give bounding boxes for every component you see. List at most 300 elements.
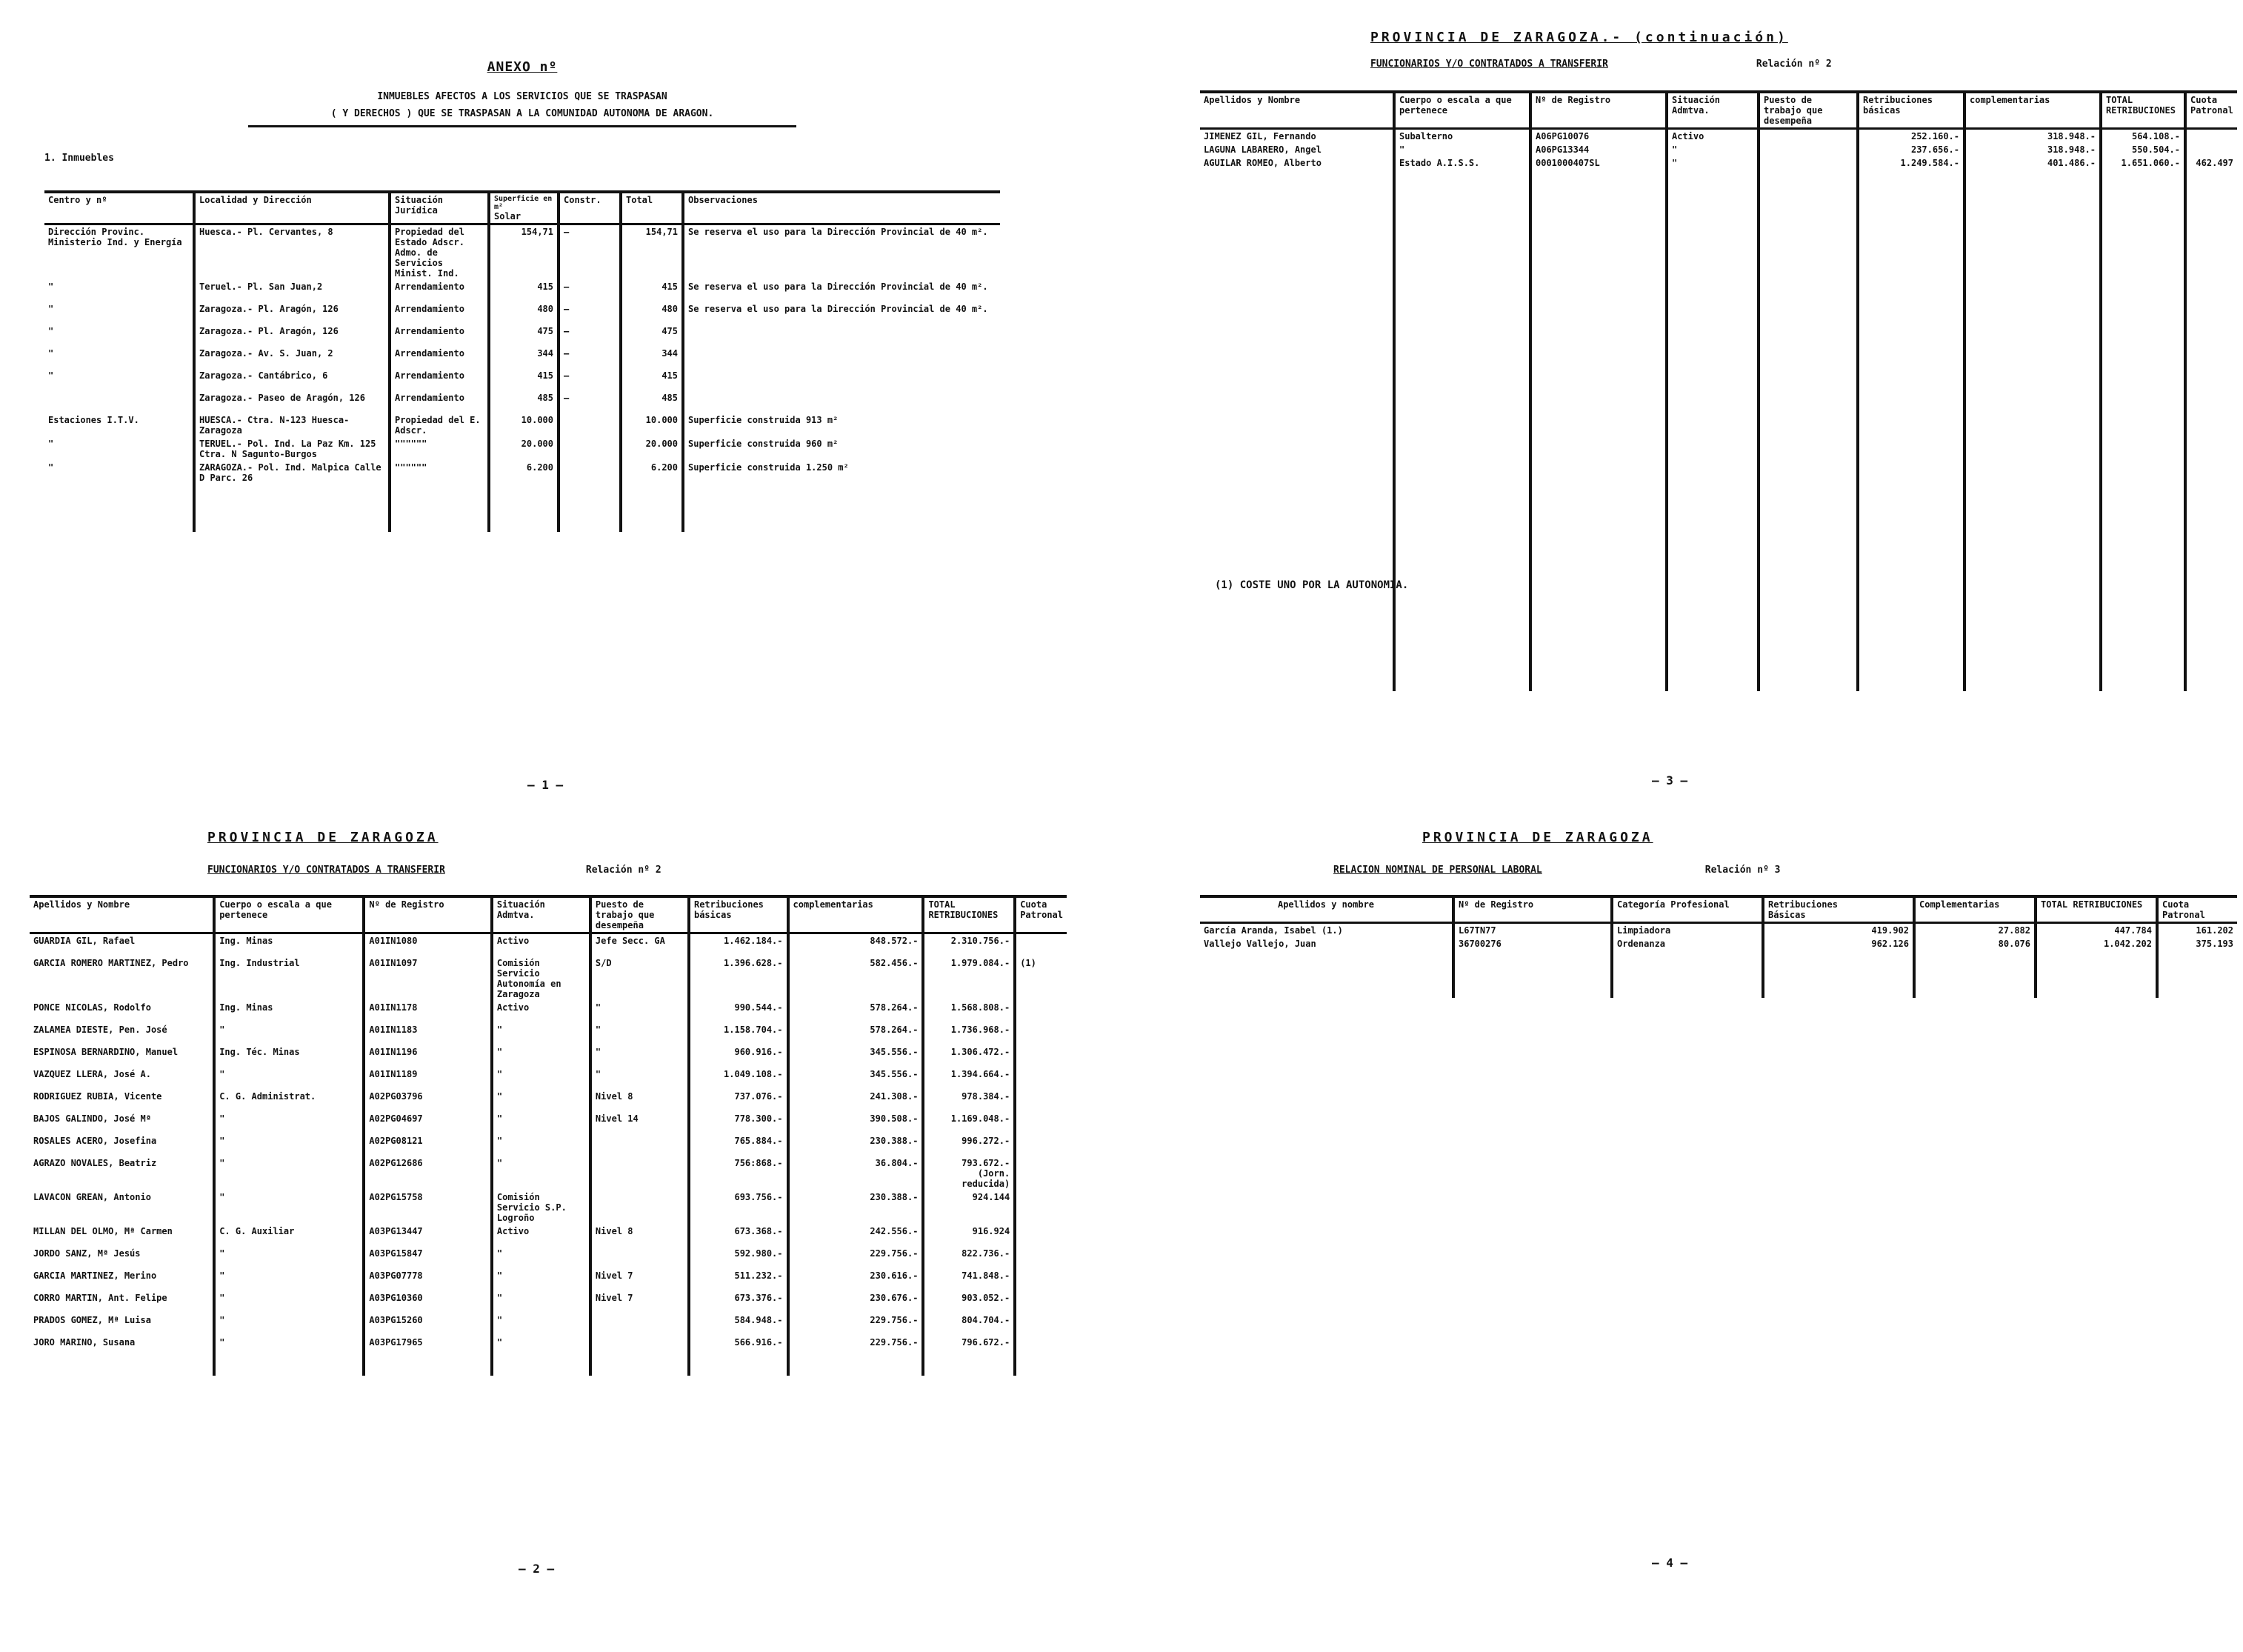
column-rule (194, 484, 390, 532)
column-rule (1759, 170, 1858, 691)
col-corps: Cuerpo o escala a que pertenece (1394, 92, 1530, 129)
cell-post: Jefe Secc. GA (590, 933, 689, 957)
col-corps: Cuerpo o escala a que pertenece (214, 896, 364, 933)
cell-quota (1015, 933, 1067, 957)
cell-quota (1015, 1313, 1067, 1336)
cell-name: AGUILAR ROMEO, Alberto (1204, 158, 1322, 168)
table-row (30, 1068, 1067, 1090)
cell-legal: Arrendamiento (390, 347, 489, 369)
page2-table (30, 895, 1067, 1376)
cell-solar: 475 (489, 324, 559, 347)
cell-corps: " (214, 1313, 364, 1336)
column-rule (1914, 950, 2036, 998)
cell-comp: 848.572.- (788, 933, 924, 957)
page3-footnote: (1) COSTE UNO POR LA AUTONOMIA. (1215, 579, 1409, 591)
page1-table (44, 190, 1000, 532)
cell-legal: Arrendamiento (390, 391, 489, 413)
table-row (44, 369, 1000, 391)
cell-status: " (492, 1336, 590, 1358)
cell-quota (2185, 143, 2237, 156)
cell-cat: Ordenanza (1612, 937, 1763, 950)
cell-name: ROSALES ACERO, Josefina (33, 1136, 157, 1146)
cell-comp: 345.556.- (788, 1068, 924, 1090)
cell-quota (1015, 1068, 1067, 1090)
cell-status: " (492, 1313, 590, 1336)
col-reg: Nº de Registro (1453, 896, 1612, 923)
col-pay: Retribuciones (1863, 95, 1933, 105)
cell-status: " (1667, 156, 1759, 170)
cell-status: Comisión Servicio S.P. Logroño (492, 1190, 590, 1225)
cell-reg: A03PG17965 (364, 1336, 491, 1358)
column-rule (489, 484, 559, 532)
cell-location: ZARAGOZA.- Pol. Ind. Malpica Calle D Parc. 26 (194, 461, 390, 484)
cell-corps: " (214, 1068, 364, 1090)
col-pay: Retribuciones (693, 899, 764, 910)
cell-basic: 566.916.- (689, 1336, 788, 1358)
page3-table (1200, 90, 2237, 691)
cell-comp: 345.556.- (788, 1045, 924, 1068)
cell-total: 793.672.- (Jorn. reducida) (923, 1156, 1015, 1190)
table-row (44, 280, 1000, 302)
cell-name: AGRAZO NOVALES, Beatriz (33, 1158, 157, 1168)
cell-comp: 230.616.- (788, 1269, 924, 1291)
cell-solar: 10.000 (489, 413, 559, 437)
cell-name: JORDO SANZ, Mª Jesús (33, 1248, 141, 1259)
cell-post (1759, 129, 1858, 144)
cell-quota (1015, 1023, 1067, 1045)
cell-status: " (492, 1156, 590, 1190)
cell-name: PONCE NICOLAS, Rodolfo (33, 1002, 151, 1013)
table-spacer (44, 484, 1000, 532)
cell-status: " (492, 1045, 590, 1068)
cell-basic: 756:868.- (689, 1156, 788, 1190)
cell-post (590, 1156, 689, 1190)
cell-location: HUESCA.- Ctra. N-123 Huesca-Zaragoza (194, 413, 390, 437)
cell-reg: A01IN1080 (364, 933, 491, 957)
cell-total: 996.272.- (923, 1134, 1015, 1156)
cell-status: Activo (492, 1225, 590, 1247)
cell-basic: 765.884.- (689, 1134, 788, 1156)
col-reg: Nº de Registro (1530, 92, 1667, 129)
col-basic-label: Básicas (1768, 910, 1806, 920)
col-name: Apellidos y Nombre (1200, 92, 1394, 129)
cell-basic: 1.396.628.- (689, 956, 788, 1001)
cell-corps: Ing. Téc. Minas (214, 1045, 364, 1068)
page1-rule (248, 125, 796, 127)
cell-quota (1015, 1190, 1067, 1225)
cell-built: — (559, 391, 621, 413)
cell-corps: " (214, 1156, 364, 1190)
col-basic (1858, 92, 1964, 129)
cell-comp: 582.456.- (788, 956, 924, 1001)
column-rule (44, 484, 194, 532)
table-row (30, 1001, 1067, 1023)
cell-status: " (1667, 143, 1759, 156)
cell-name: MILLAN DEL OLMO, Mª Carmen (33, 1226, 173, 1236)
page2-title: PROVINCIA DE ZARAGOZA (207, 830, 439, 845)
cell-total: 550.504.- (2101, 143, 2185, 156)
col-total: TOTAL RETRIBUCIONES (2036, 896, 2157, 923)
column-rule (1763, 950, 1914, 998)
table-row (30, 933, 1067, 957)
cell-quota: (1) (1015, 956, 1067, 1001)
column-rule (1200, 950, 1453, 998)
cell-reg: A02PG08121 (364, 1134, 491, 1156)
cell-reg: A03PG13447 (364, 1225, 491, 1247)
table-row (30, 1190, 1067, 1225)
cell-post: Nivel 8 (590, 1090, 689, 1112)
cell-reg: A03PG15847 (364, 1247, 491, 1269)
table-row (30, 1269, 1067, 1291)
col-total: Total (621, 192, 683, 224)
col-total: TOTAL RETRIBUCIONES (923, 896, 1015, 933)
cell-quota (1015, 1001, 1067, 1023)
cell-basic: 1.249.584.- (1858, 156, 1964, 170)
table-row (30, 1156, 1067, 1190)
cell-quota (1015, 1134, 1067, 1156)
cell-status: " (492, 1068, 590, 1090)
cell-owner (44, 391, 194, 413)
cell-reg: A01IN1178 (364, 1001, 491, 1023)
col-comp: Complementarias (1914, 896, 2036, 923)
cell-reg: A03PG10360 (364, 1291, 491, 1313)
cell-total: 480 (621, 302, 683, 324)
col-basic-label: básicas (1863, 105, 1901, 116)
table-row (30, 1090, 1067, 1112)
cell-reg: A06PG13344 (1530, 143, 1667, 156)
cell-post: Nivel 7 (590, 1291, 689, 1313)
cell-name: Vallejo Vallejo, Juan (1204, 939, 1316, 949)
table-row (44, 324, 1000, 347)
cell-built (559, 437, 621, 461)
cell-post: Nivel 8 (590, 1225, 689, 1247)
column-rule (1453, 950, 1612, 998)
table-row (30, 1023, 1067, 1045)
cell-reg: A02PG15758 (364, 1190, 491, 1225)
table-row (44, 302, 1000, 324)
col-built: Constr. (559, 192, 621, 224)
cell-built (559, 413, 621, 437)
cell-location: Zaragoza.- Av. S. Juan, 2 (194, 347, 390, 369)
cell-total: 804.704.- (923, 1313, 1015, 1336)
table-row (1200, 923, 2237, 938)
cell-post: Nivel 7 (590, 1269, 689, 1291)
page3-number: — 3 — (1652, 773, 1688, 787)
cell-quota (1015, 1045, 1067, 1068)
cell-name: JORO MARINO, Susana (33, 1337, 136, 1348)
cell-location: TERUEL.- Pol. Ind. La Paz Km. 125 Ctra. N Sagunto-Burgos (194, 437, 390, 461)
col-status: Situación Admtva. (1667, 92, 1759, 129)
cell-total: 485 (621, 391, 683, 413)
table-row (1200, 156, 2237, 170)
cell-total: 741.848.- (923, 1269, 1015, 1291)
cell-reg: A03PG07778 (364, 1269, 491, 1291)
cell-total: 154,71 (621, 224, 683, 281)
column-rule (1530, 170, 1667, 691)
cell-owner: " (48, 326, 54, 336)
cell-basic: 1.462.184.- (689, 933, 788, 957)
cell-notes (683, 347, 1000, 369)
column-rule (559, 484, 621, 532)
cell-basic: 962.126 (1763, 937, 1914, 950)
cell-total: 978.384.- (923, 1090, 1015, 1112)
cell-total: 1.736.968.- (923, 1023, 1015, 1045)
page2-subtitle: FUNCIONARIOS Y/O CONTRATADOS A TRANSFERIR (207, 865, 445, 876)
cell-status: " (492, 1090, 590, 1112)
page1-heading: ANEXO nº (487, 59, 558, 75)
col-solar-label: Solar (494, 211, 521, 222)
cell-notes (683, 391, 1000, 413)
column-rule (689, 1358, 788, 1376)
cell-reg: A01IN1097 (364, 956, 491, 1001)
cell-post (1759, 143, 1858, 156)
page4-subtitle: RELACION NOMINAL DE PERSONAL LABORAL (1333, 865, 1542, 876)
cell-legal: Propiedad del Estado Adscr. Admo. de Servicios Minist. Ind. (390, 224, 489, 281)
table-row (30, 1313, 1067, 1336)
page1-section-label: 1. Inmuebles (44, 153, 114, 164)
cell-total: 564.108.- (2101, 129, 2185, 144)
cell-corps: " (214, 1269, 364, 1291)
column-rule (590, 1358, 689, 1376)
cell-notes: Se reserva el uso para la Dirección Provincial de 40 m². (683, 302, 1000, 324)
cell-corps: " (214, 1291, 364, 1313)
col-pay: Retribuciones (1768, 899, 1838, 910)
cell-post (590, 1247, 689, 1269)
column-rule (2157, 950, 2237, 998)
column-rule (683, 484, 1000, 532)
table-row (30, 1134, 1067, 1156)
cell-owner: Dirección Provinc. Ministerio Ind. y Energía (48, 227, 182, 247)
column-rule (390, 484, 489, 532)
cell-status: Comisión Servicio Autonomía en Zaragoza (492, 956, 590, 1001)
table-row (30, 1112, 1067, 1134)
cell-solar: 154,71 (489, 224, 559, 281)
cell-solar: 415 (489, 369, 559, 391)
cell-status: Activo (492, 1001, 590, 1023)
cell-basic: 237.656.- (1858, 143, 1964, 156)
cell-status: " (492, 1023, 590, 1045)
cell-corps: Subalterno (1394, 129, 1530, 144)
cell-total: 1.306.472.- (923, 1045, 1015, 1068)
cell-basic: 990.544.- (689, 1001, 788, 1023)
cell-quota (1015, 1225, 1067, 1247)
cell-location: Zaragoza.- Cantábrico, 6 (194, 369, 390, 391)
cell-basic: 960.916.- (689, 1045, 788, 1068)
cell-solar: 415 (489, 280, 559, 302)
cell-comp: 390.508.- (788, 1112, 924, 1134)
column-rule (788, 1358, 924, 1376)
col-cat: Categoría Profesional (1612, 896, 1763, 923)
column-rule (923, 1358, 1015, 1376)
cell-total: 475 (621, 324, 683, 347)
cell-total: 447.784 (2036, 923, 2157, 938)
page4-relation: Relación nº 3 (1704, 865, 1781, 876)
cell-location: Teruel.- Pl. San Juan,2 (194, 280, 390, 302)
cell-corps: " (214, 1247, 364, 1269)
cell-cat: Limpiadora (1612, 923, 1763, 938)
column-rule (1015, 1358, 1067, 1376)
cell-reg: A02PG04697 (364, 1112, 491, 1134)
cell-basic: 693.756.- (689, 1190, 788, 1225)
cell-post (1759, 156, 1858, 170)
cell-built: — (559, 280, 621, 302)
col-basic (1763, 896, 1914, 923)
table-spacer (1200, 170, 2237, 691)
cell-notes: Superficie construida 1.250 m² (683, 461, 1000, 484)
cell-quota (1015, 1156, 1067, 1190)
table-row (1200, 129, 2237, 144)
cell-basic: 1.049.108.- (689, 1068, 788, 1090)
cell-basic: 778.300.- (689, 1112, 788, 1134)
column-rule (1200, 170, 1394, 691)
cell-quota (1015, 1269, 1067, 1291)
cell-basic: 673.376.- (689, 1291, 788, 1313)
cell-comp: 229.756.- (788, 1336, 924, 1358)
table-row (30, 956, 1067, 1001)
page3-title: PROVINCIA DE ZARAGOZA.- (continuación) (1370, 30, 1788, 45)
col-basic (689, 896, 788, 933)
column-rule (364, 1358, 491, 1376)
column-rule (1964, 170, 2101, 691)
cell-notes (683, 324, 1000, 347)
cell-notes: Superficie construida 960 m² (683, 437, 1000, 461)
table-row (1200, 937, 2237, 950)
cell-total: 415 (621, 369, 683, 391)
cell-location: Zaragoza.- Pl. Aragón, 126 (194, 324, 390, 347)
col-reg: Nº de Registro (364, 896, 491, 933)
cell-quota: 161.202 (2157, 923, 2237, 938)
cell-corps: Ing. Minas (214, 933, 364, 957)
cell-quota (1015, 1336, 1067, 1358)
cell-legal: Arrendamiento (390, 302, 489, 324)
cell-total: 1.651.060.- (2101, 156, 2185, 170)
cell-basic: 592.980.- (689, 1247, 788, 1269)
cell-comp: 36.804.- (788, 1156, 924, 1190)
cell-notes: Se reserva el uso para la Dirección Provincial de 40 m². (683, 280, 1000, 302)
cell-name: JIMENEZ GIL, Fernando (1204, 131, 1316, 141)
table-row (44, 224, 1000, 281)
table-row (1200, 143, 2237, 156)
col-status: Situación Admtva. (492, 896, 590, 933)
col-quota: Cuota Patronal (2157, 896, 2237, 923)
cell-name: RODRIGUEZ RUBIA, Vicente (33, 1091, 162, 1102)
cell-post: " (590, 1045, 689, 1068)
cell-built: — (559, 347, 621, 369)
cell-post (590, 1313, 689, 1336)
cell-owner: " (48, 282, 54, 292)
document-page-1 (44, 59, 1000, 532)
page1-number: — 1 — (527, 778, 564, 792)
cell-comp: 80.076 (1914, 937, 2036, 950)
cell-location: Zaragoza.- Paseo de Aragón, 126 (194, 391, 390, 413)
cell-total: 1.394.664.- (923, 1068, 1015, 1090)
cell-reg: A03PG15260 (364, 1313, 491, 1336)
cell-total: 924.144 (923, 1190, 1015, 1225)
document-page-3 (1200, 30, 2237, 691)
column-rule (1612, 950, 1763, 998)
cell-name: LAGUNA LABARERO, Angel (1204, 144, 1322, 155)
cell-name: LAVACON GREAN, Antonio (33, 1192, 151, 1202)
cell-reg: 0001000407SL (1530, 156, 1667, 170)
cell-notes (683, 369, 1000, 391)
cell-comp: 578.264.- (788, 1001, 924, 1023)
cell-basic: 419.902 (1763, 923, 1914, 938)
cell-status: Activo (492, 933, 590, 957)
column-rule (2036, 950, 2157, 998)
col-name: Apellidos y nombre (1200, 896, 1453, 923)
cell-comp: 318.948.- (1964, 129, 2101, 144)
cell-legal: Arrendamiento (390, 280, 489, 302)
page1-subtitle-line2: ( Y DERECHOS ) QUE SE TRASPASAN A LA COMUNIDAD AUTONOMA DE ARAGON. (330, 108, 714, 119)
cell-total: 20.000 (621, 437, 683, 461)
cell-name: VAZQUEZ LLERA, José A. (33, 1069, 151, 1079)
page4-title: PROVINCIA DE ZARAGOZA (1422, 830, 1653, 845)
column-rule (1394, 170, 1530, 691)
cell-name: García Aranda, Isabel (1.) (1204, 925, 1343, 936)
table-row (44, 413, 1000, 437)
cell-legal: """""" (390, 437, 489, 461)
cell-comp: 27.882 (1914, 923, 2036, 938)
cell-location: Zaragoza.- Pl. Aragón, 126 (194, 302, 390, 324)
cell-owner: " (48, 348, 54, 359)
column-rule (492, 1358, 590, 1376)
cell-status: " (492, 1291, 590, 1313)
cell-built: — (559, 369, 621, 391)
col-comp: complementarias (1964, 92, 2101, 129)
cell-basic: 673.368.- (689, 1225, 788, 1247)
cell-total: 1.568.808.- (923, 1001, 1015, 1023)
cell-total: 796.672.- (923, 1336, 1015, 1358)
cell-name: BAJOS GALINDO, José Mª (33, 1113, 151, 1124)
cell-reg: A02PG03796 (364, 1090, 491, 1112)
table-spacer (30, 1358, 1067, 1376)
cell-corps: " (214, 1134, 364, 1156)
cell-name: ESPINOSA BERNARDINO, Manuel (33, 1047, 179, 1057)
cell-corps: " (214, 1336, 364, 1358)
cell-solar: 485 (489, 391, 559, 413)
cell-corps: C. G. Auxiliar (214, 1225, 364, 1247)
cell-corps: " (1394, 143, 1530, 156)
table-row (30, 1045, 1067, 1068)
column-rule (2101, 170, 2185, 691)
cell-comp: 230.676.- (788, 1291, 924, 1313)
cell-basic: 737.076.- (689, 1090, 788, 1112)
cell-built (559, 461, 621, 484)
cell-corps: Ing. Industrial (214, 956, 364, 1001)
cell-name: GARCIA MARTINEZ, Merino (33, 1270, 157, 1281)
cell-corps: " (214, 1023, 364, 1045)
cell-name: ZALAMEA DIESTE, Pen. José (33, 1025, 167, 1035)
cell-basic: 252.160.- (1858, 129, 1964, 144)
cell-total: 344 (621, 347, 683, 369)
cell-total: 1.042.202 (2036, 937, 2157, 950)
page2-relation: Relación nº 2 (585, 865, 661, 876)
col-quota: Cuota Patronal (1015, 896, 1067, 933)
cell-post: S/D (590, 956, 689, 1001)
cell-comp: 230.388.- (788, 1190, 924, 1225)
document-page-2 (30, 830, 1067, 1376)
column-rule (621, 484, 683, 532)
cell-quota (1015, 1090, 1067, 1112)
cell-name: GUARDIA GIL, Rafael (33, 936, 136, 946)
cell-owner: " (48, 370, 54, 381)
cell-comp: 242.556.- (788, 1225, 924, 1247)
table-row (44, 437, 1000, 461)
page1-subtitle-line1: INMUEBLES AFECTOS A LOS SERVICIOS QUE SE TRASPASAN (377, 91, 667, 102)
col-surface: Superficie en m² (494, 195, 553, 211)
cell-status: " (492, 1112, 590, 1134)
cell-post: " (590, 1001, 689, 1023)
